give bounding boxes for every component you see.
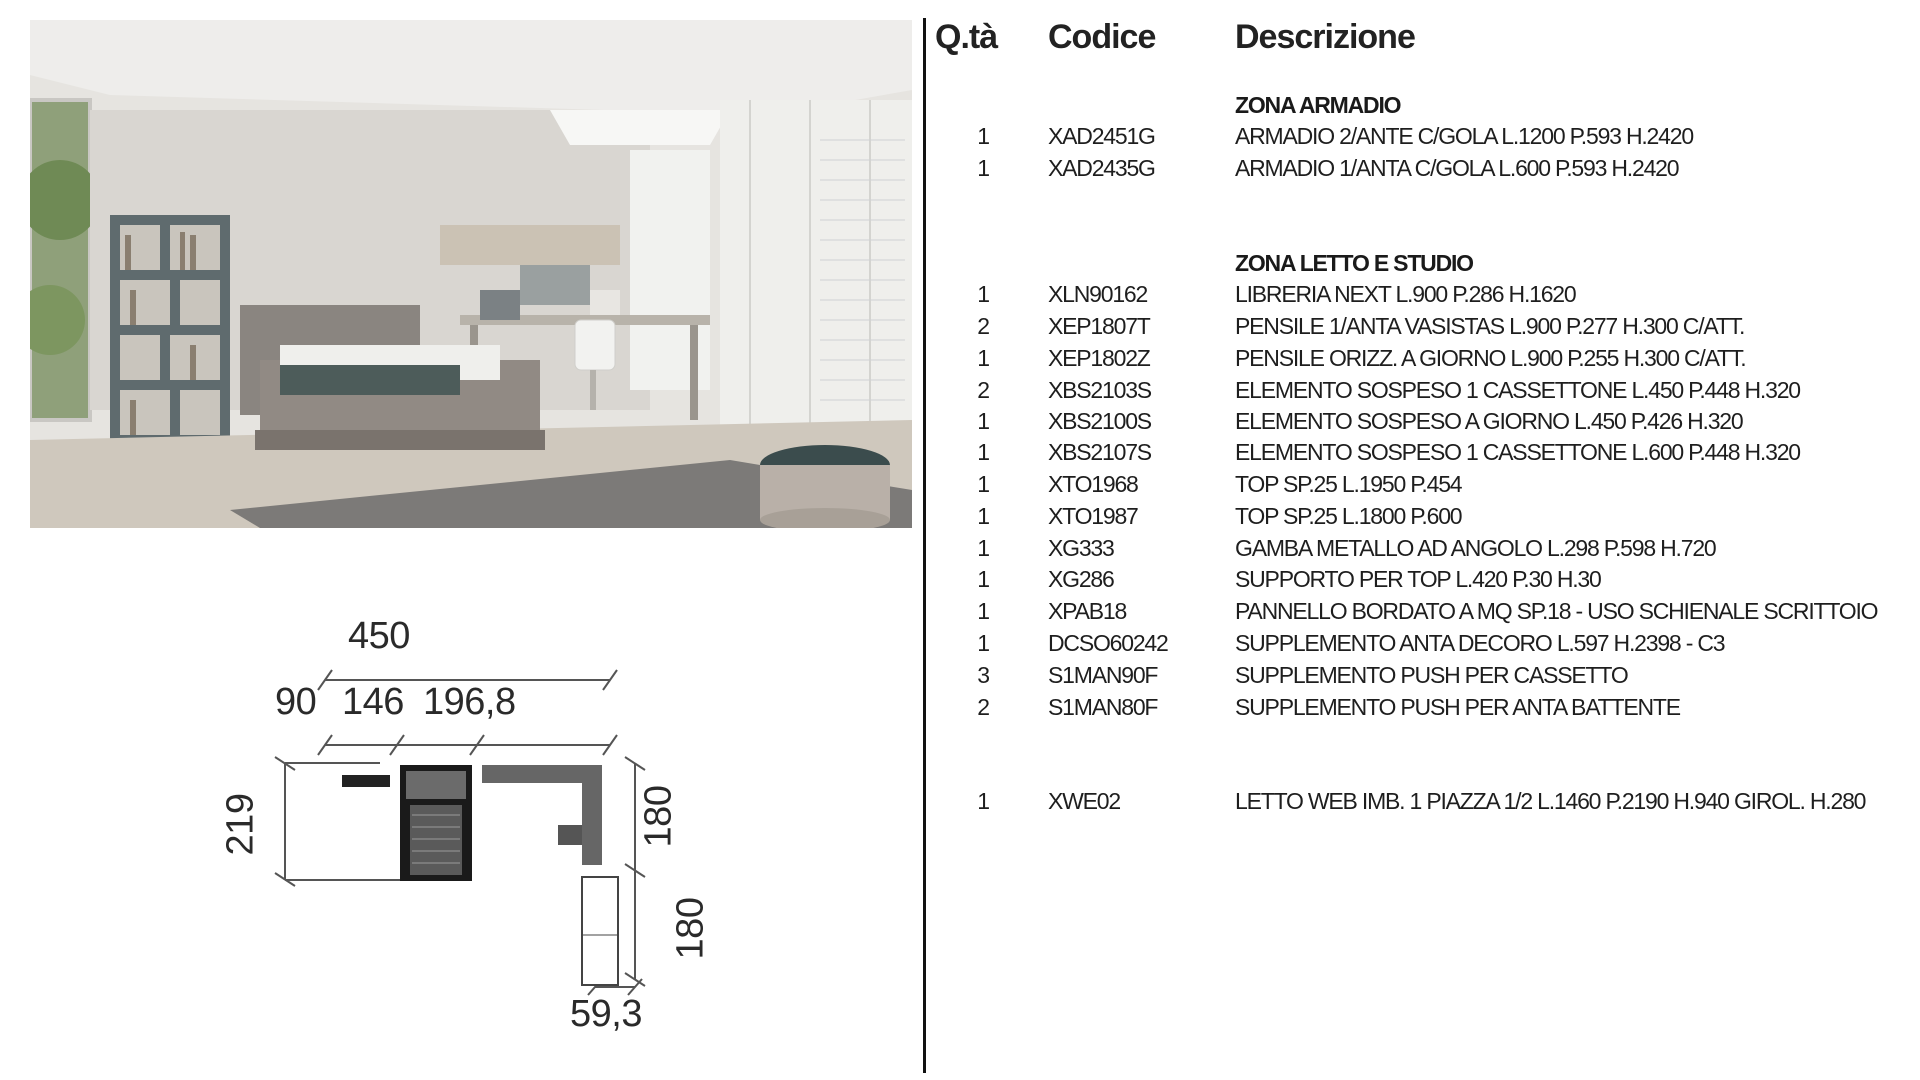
row-qty: 1 [977,155,989,181]
row-description: SUPPLEMENTO PUSH PER CASSETTO [1235,662,1628,688]
row-code: XBS2103S [1048,377,1151,403]
table-row [935,630,1905,660]
row-qty: 2 [977,377,989,403]
row-code: XG286 [1048,566,1114,592]
table-row [935,313,1905,343]
row-description: PENSILE ORIZZ. A GIORNO L.900 P.255 H.300 C/ATT. [1235,345,1746,371]
bedroom-illustration [30,20,912,528]
bottom-width-dimension: 59,3 [570,993,642,1035]
table-row [935,123,1905,153]
total-width-dimension: 450 [348,615,410,657]
section-title-wardrobe: ZONA ARMADIO [1235,92,1401,118]
left-depth-dimension: 219 [219,793,262,856]
row-qty: 1 [977,471,989,497]
row-code: XEP1807T [1048,313,1150,339]
row-qty: 1 [977,408,989,434]
row-description: SUPPLEMENTO ANTA DECORO L.597 H.2398 - C3 [1235,630,1725,656]
floor-plan [219,615,712,1055]
table-row [935,281,1905,311]
row-description: SUPPORTO PER TOP L.420 P.30 H.30 [1235,566,1601,592]
row-code: XTO1968 [1048,471,1138,497]
row-description: TOP SP.25 L.1950 P.454 [1235,471,1462,497]
row-code: XTO1987 [1048,503,1138,529]
row-description: ARMADIO 2/ANTE C/GOLA L.1200 P.593 H.2420 [1235,123,1693,149]
table-row [935,535,1905,565]
row-qty: 1 [977,598,989,624]
column-divider [923,18,926,1073]
row-description: SUPPLEMENTO PUSH PER ANTA BATTENTE [1235,694,1680,720]
row-description: ELEMENTO SOSPESO 1 CASSETTONE L.600 P.448 H.320 [1235,439,1800,465]
row-code: XBS2100S [1048,408,1151,434]
row-qty: 1 [977,566,989,592]
row-code: XBS2107S [1048,439,1151,465]
row-description: PANNELLO BORDATO A MQ SP.18 - USO SCHIENALE SCRITTOIO [1235,598,1878,624]
right-depth-top-dimension: 180 [637,785,680,848]
row-code: XG333 [1048,535,1114,561]
row-qty: 1 [977,123,989,149]
parts-list [935,0,1905,1080]
table-row [935,598,1905,628]
header-qty: Q.tà [935,18,998,56]
row-qty: 1 [977,345,989,371]
table-row [935,503,1905,533]
table-row [935,566,1905,596]
row-code: XEP1802Z [1048,345,1150,371]
header-description: Descrizione [1235,18,1415,56]
row-description: PENSILE 1/ANTA VASISTAS L.900 P.277 H.300 C/ATT. [1235,313,1745,339]
row-code: S1MAN80F [1048,694,1158,720]
row-description: TOP SP.25 L.1800 P.600 [1235,503,1462,529]
row-code: XLN90162 [1048,281,1148,307]
table-row [935,155,1905,185]
table-row [935,662,1905,692]
table-row [935,345,1905,375]
row-description: ELEMENTO SOSPESO A GIORNO L.450 P.426 H.320 [1235,408,1743,434]
row-code: XAD2451G [1048,123,1155,149]
row-code: XAD2435G [1048,155,1155,181]
row-code: S1MAN90F [1048,662,1158,688]
row-qty: 2 [977,313,989,339]
row-code: XPAB18 [1048,598,1127,624]
row-qty: 2 [977,694,989,720]
table-row [935,788,1905,818]
header-code: Codice [1048,18,1156,56]
segment-2-dimension: 146 [342,681,404,723]
segment-1-dimension: 90 [275,681,317,723]
table-row [935,694,1905,724]
row-description: ELEMENTO SOSPESO 1 CASSETTONE L.450 P.448 H.320 [1235,377,1800,403]
row-qty: 1 [977,630,989,656]
row-description: LETTO WEB IMB. 1 PIAZZA 1/2 L.1460 P.2190 H.940 GIROL. H.280 [1235,788,1866,814]
right-depth-bottom-dimension: 180 [669,897,712,960]
row-qty: 1 [977,439,989,465]
row-description: GAMBA METALLO AD ANGOLO L.298 P.598 H.720 [1235,535,1716,561]
table-row [935,439,1905,469]
row-code: DCSO60242 [1048,630,1168,656]
row-code: XWE02 [1048,788,1120,814]
room-photo [30,20,912,528]
row-qty: 1 [977,788,989,814]
segment-3-dimension: 196,8 [423,681,516,723]
table-row [935,377,1905,407]
table-row [935,408,1905,438]
row-qty: 3 [977,662,989,688]
row-description: ARMADIO 1/ANTA C/GOLA L.600 P.593 H.2420 [1235,155,1679,181]
row-qty: 1 [977,281,989,307]
row-qty: 1 [977,535,989,561]
table-row [935,471,1905,501]
row-description: LIBRERIA NEXT L.900 P.286 H.1620 [1235,281,1576,307]
section-title-bed-study: ZONA LETTO E STUDIO [1235,250,1473,276]
row-qty: 1 [977,503,989,529]
